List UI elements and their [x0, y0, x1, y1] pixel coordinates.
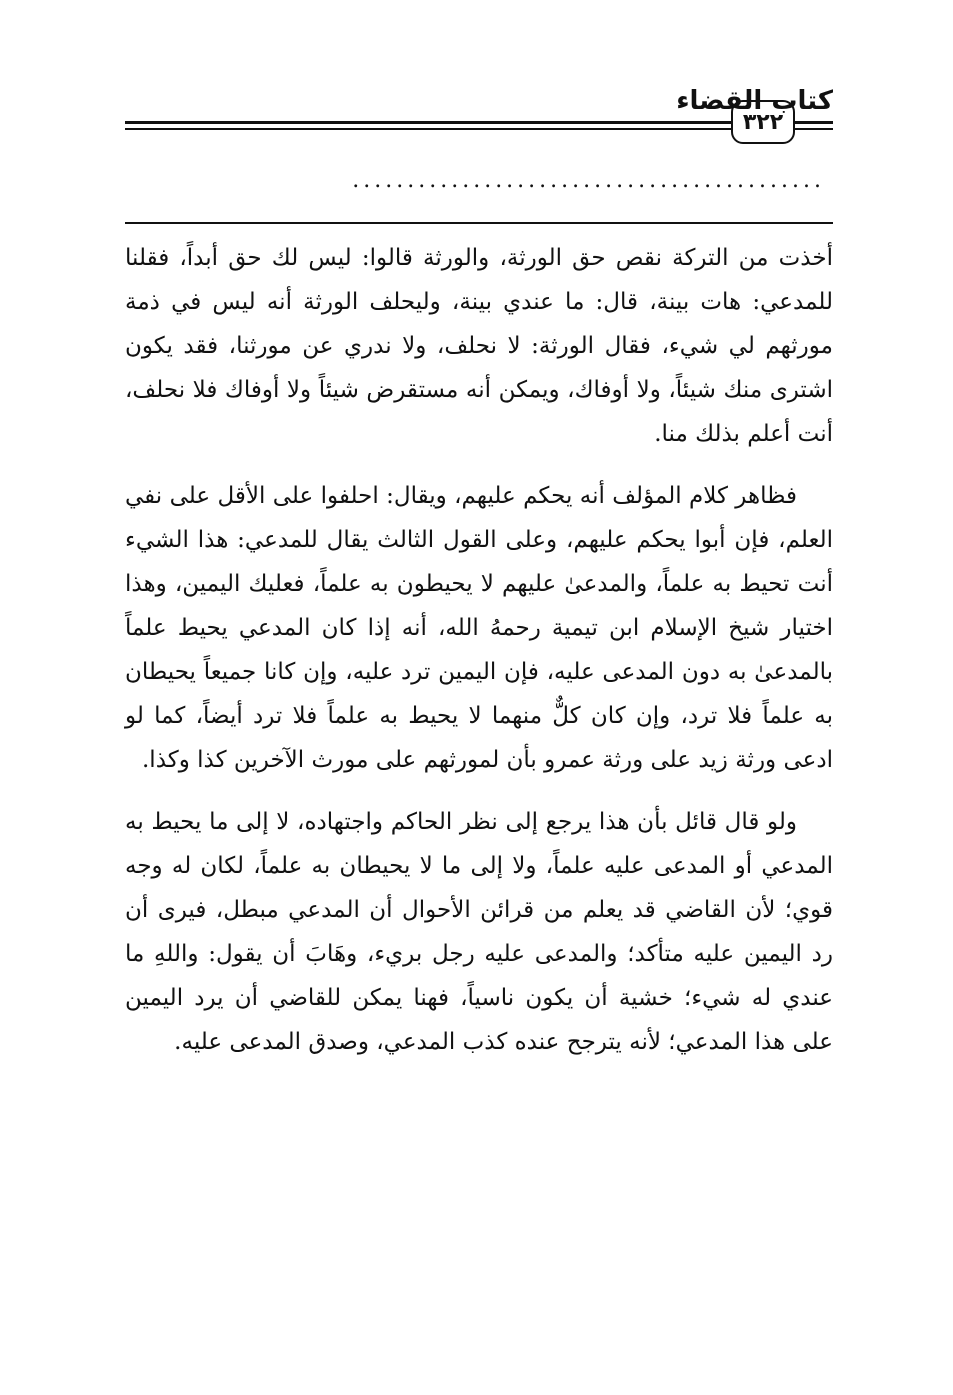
page-number: ٣٢٢: [731, 100, 795, 144]
header-rule-thin: [125, 128, 833, 130]
page-header: [125, 80, 833, 150]
paragraph: فظاهر كلام المؤلف أنه يحكم عليهم، ويقال: احلفوا على الأقل على نفي العلم، فإن أبوا يحكم عليهم، وعلى القول الثالث يقال للمدعي: هذا الشيء أنت تحيط به علماً، والمدعىٰ عليهم لا يحيطون به علماً، فعليك اليمين، وهذا اختيار شيخ الإسلام ابن تيمية رحمهُ الله، أنه إذا كان المدعي يحيط علماً بالمدعىٰ به دون المدعى عليه، فإن اليمين ترد عليه، وإن كانا جميعاً يحيطان به علماً فلا ترد، وإن كان كلٌّ منهما لا يحيط به علماً فلا ترد أيضاً، كما لو ادعى ورثة زيد على ورثة عمرو بأن لمورثهم على مورث الآخرين كذا وكذا.: [125, 483, 833, 773]
separator-rule: [125, 222, 833, 224]
dotted-ellipsis: ...........................................: [352, 168, 825, 193]
header-rule-thick: [125, 121, 833, 124]
body-text: [125, 236, 833, 1082]
paragraph: أخذت من التركة نقص حق الورثة، والورثة قالوا: ليس لك حق أبداً، فقلنا للمدعي: هات بينة، قال: ما عندي بينة، وليحلف الورثة أنه ليس في ذمة مورثهم لي شيء، فقال الورثة: لا نحلف، ولا ندري عن مورثنا، فقد يكون اشترى منك شيئاً، ولا أوفاك، ويمكن أنه مستقرض شيئاً ولا أوفاك فلا نحلف، أنت أعلم بذلك منا.: [125, 245, 833, 447]
book-title: كتاب القضاء: [676, 86, 833, 116]
paragraph: ولو قال قائل بأن هذا يرجع إلى نظر الحاكم واجتهاده، لا إلى ما يحيط به المدعي أو المدعى عليه علماً، ولا إلى ما لا يحيطان به علماً، لكان له وجه قوي؛ لأن القاضي قد يعلم من قرائن الأحوال أن المدعي مبطل، فيرى أن رد اليمين عليه متأكد؛ والمدعى عليه رجل بريء، وهَابَ أن يقول: واللهِ ما عندي له شيء؛ خشية أن يكون ناسياً، فهنا يمكن للقاضي أن يرد اليمين على هذا المدعي؛ لأنه يترجح عنده كذب المدعي، وصدق المدعى عليه.: [125, 809, 833, 1055]
